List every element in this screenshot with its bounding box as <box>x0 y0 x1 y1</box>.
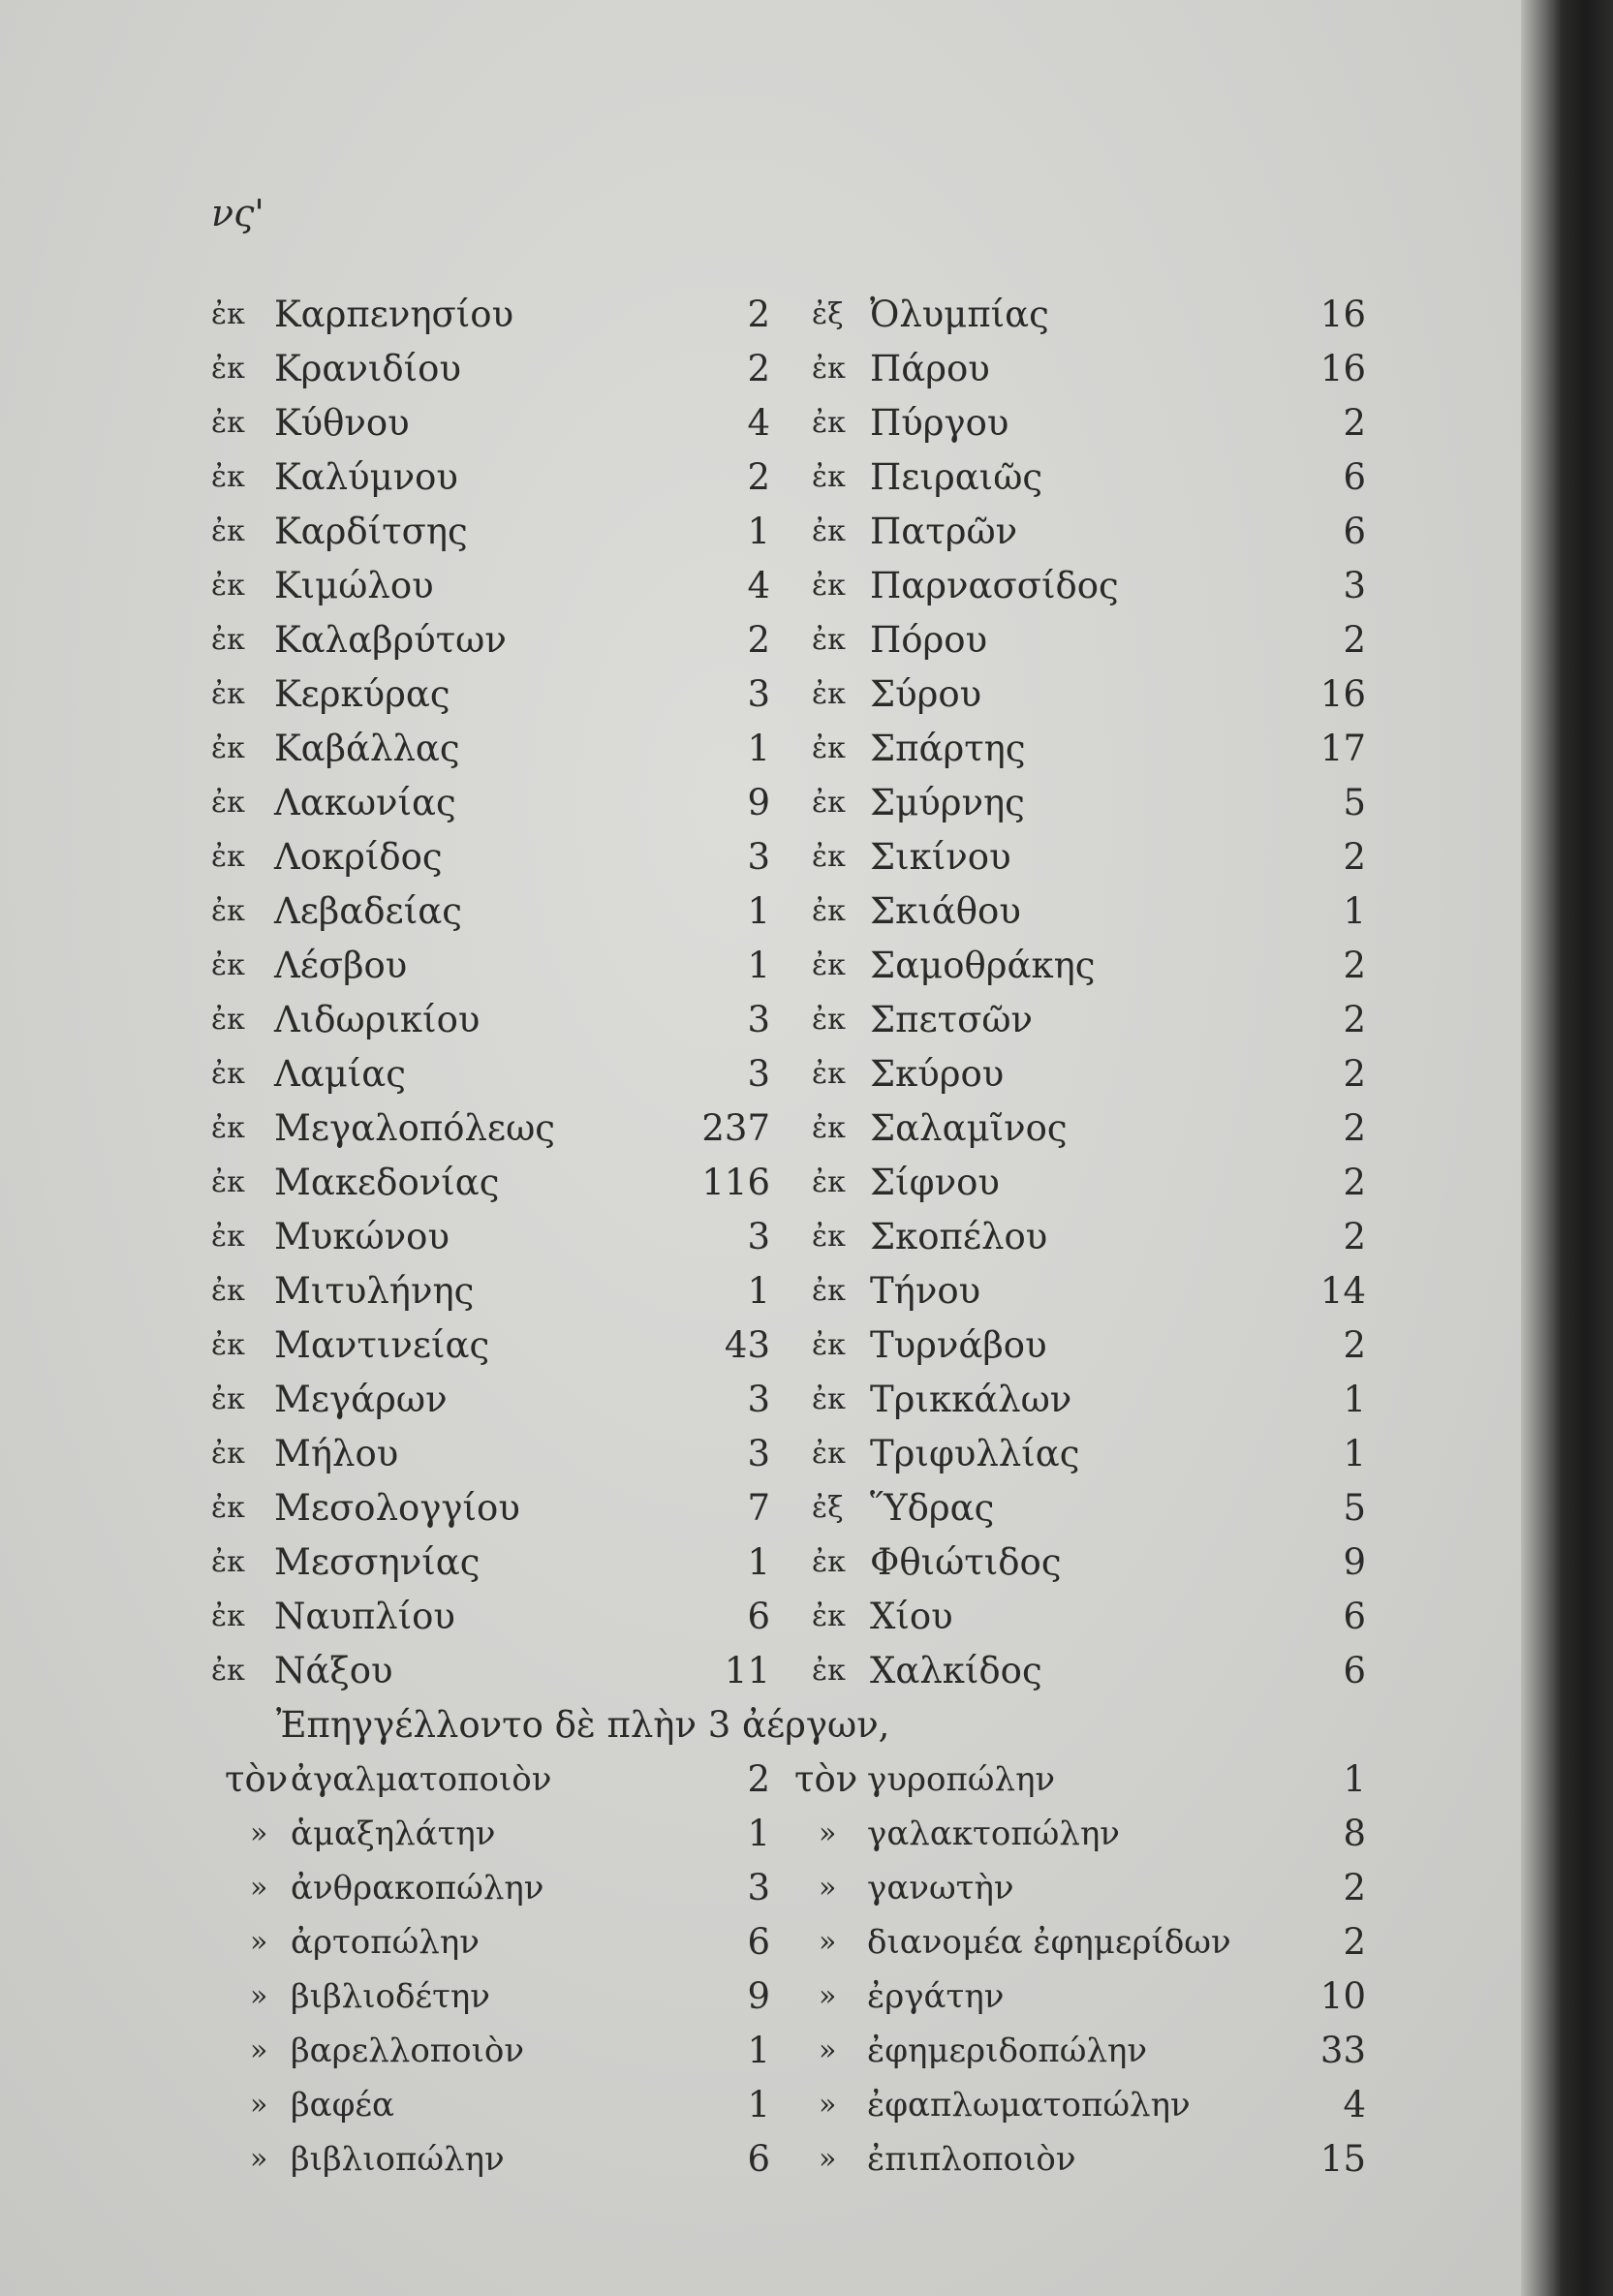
occupation-article: » <box>250 1816 268 1850</box>
occupation-row <box>0 1970 1453 2024</box>
origin-preposition: ἐκ <box>812 1599 846 1633</box>
origin-preposition: ἐκ <box>211 948 245 982</box>
origin-count: 6 <box>1343 1650 1366 1691</box>
origin-place-name: Κρανιδίου <box>274 348 461 389</box>
origin-preposition: ἐκ <box>211 460 245 494</box>
origin-place-name: Μακεδονίας <box>274 1162 500 1203</box>
occupation-name: ἐπιπλοποιὸν <box>867 2140 1076 2179</box>
occupation-count: 4 <box>1343 2084 1366 2125</box>
origin-place-name: Τρικκάλων <box>870 1379 1072 1420</box>
origin-preposition: ἐκ <box>211 1491 245 1525</box>
origin-count: 2 <box>1343 1324 1366 1366</box>
origin-place-name: Σκιάθου <box>870 890 1021 932</box>
occupation-article: » <box>819 2142 837 2176</box>
origin-count: 17 <box>1319 728 1366 769</box>
origin-count: 1 <box>1343 1379 1366 1420</box>
origin-place-name: Τριφυλλίας <box>870 1433 1080 1474</box>
occupation-article: » <box>250 1925 268 1959</box>
origin-preposition: ἐκ <box>211 1545 245 1579</box>
origin-place-name: Μαντινείας <box>274 1324 490 1366</box>
origin-preposition: ἐκ <box>812 840 846 874</box>
origin-preposition: ἐκ <box>211 1057 245 1091</box>
origin-count: 1 <box>747 945 770 986</box>
origin-count: 3 <box>747 836 770 878</box>
origin-count: 4 <box>747 402 770 444</box>
occupation-count: 1 <box>1343 1758 1366 1800</box>
origin-preposition: ἐκ <box>812 569 846 603</box>
origin-preposition: ἐκ <box>812 352 846 386</box>
origin-place-name: Μεσολογγίου <box>274 1487 520 1529</box>
origin-row <box>0 667 1453 722</box>
origin-count: 16 <box>1319 294 1366 335</box>
origin-count: 2 <box>747 456 770 498</box>
occupation-row <box>0 2132 1453 2187</box>
origin-place-name: Σαλαμῖνος <box>870 1107 1068 1149</box>
occupation-count: 33 <box>1319 2030 1366 2071</box>
origin-count: 16 <box>1319 673 1366 715</box>
origin-count: 116 <box>701 1162 770 1203</box>
origin-preposition: ἐκ <box>812 1437 846 1471</box>
occupation-article: » <box>250 2088 268 2122</box>
origin-place-name: Νάξου <box>274 1650 393 1691</box>
origin-count: 2 <box>1343 402 1366 444</box>
occupation-article: » <box>250 2033 268 2067</box>
origin-preposition: ἐκ <box>812 1328 846 1362</box>
occupation-name: ἀνθρακοπώλην <box>291 1869 544 1908</box>
origin-row <box>0 1536 1453 1590</box>
origin-place-name: Χαλκίδος <box>870 1650 1042 1691</box>
occupation-row <box>0 1915 1453 1970</box>
origin-preposition: ἐκ <box>812 1165 846 1199</box>
origin-preposition: ἐκ <box>211 406 245 440</box>
origin-preposition: ἐκ <box>812 786 846 820</box>
origin-preposition: ἐκ <box>211 1328 245 1362</box>
origin-place-name: Ναυπλίου <box>274 1596 455 1637</box>
origin-row <box>0 1156 1453 1210</box>
occupation-row <box>0 1753 1453 1807</box>
origin-count: 3 <box>1343 565 1366 606</box>
origin-row <box>0 884 1453 939</box>
origin-count: 1 <box>747 890 770 932</box>
occupation-name: γαλακτοπώλην <box>867 1815 1120 1853</box>
origin-preposition: ἐκ <box>211 1274 245 1308</box>
origin-count: 237 <box>701 1107 770 1149</box>
occupation-count: 9 <box>747 1975 770 2017</box>
occupation-article: » <box>819 1979 837 2013</box>
occupation-article: » <box>250 1979 268 2013</box>
occupation-count: 6 <box>747 2138 770 2180</box>
origin-place-name: Πόρου <box>870 619 988 661</box>
occupation-name: βιβλιοπώλην <box>291 2140 505 2179</box>
origin-count: 1 <box>747 728 770 769</box>
origin-row <box>0 450 1453 505</box>
origin-place-name: Λακωνίας <box>274 782 456 823</box>
occupation-article: » <box>819 1816 837 1850</box>
origin-preposition: ἐξ <box>812 297 844 331</box>
origin-place-name: Σίφνου <box>870 1162 1000 1203</box>
occupation-count: 15 <box>1319 2138 1366 2180</box>
origin-count: 2 <box>747 348 770 389</box>
origin-place-name: Πειραιῶς <box>870 456 1043 498</box>
origin-preposition: ἐκ <box>812 1220 846 1254</box>
occupation-article: » <box>819 1925 837 1959</box>
occupation-row <box>0 1807 1453 1861</box>
origin-place-name: Σύρου <box>870 673 982 715</box>
origin-row <box>0 1373 1453 1427</box>
origin-row <box>0 613 1453 667</box>
occupation-count: 2 <box>747 1758 770 1800</box>
origin-preposition: ἐκ <box>812 731 846 765</box>
origin-preposition: ἐκ <box>812 1274 846 1308</box>
origin-preposition: ἐκ <box>211 677 245 711</box>
origin-count: 6 <box>1343 456 1366 498</box>
origin-preposition: ἐκ <box>812 894 846 928</box>
origin-place-name: Σπάρτης <box>870 728 1026 769</box>
origin-place-name: Καλύμνου <box>274 456 458 498</box>
origin-preposition: ἐκ <box>211 1111 245 1145</box>
origin-count: 3 <box>747 1216 770 1257</box>
origin-preposition: ἐκ <box>812 460 846 494</box>
occupation-article: » <box>250 1871 268 1905</box>
origin-preposition: ἐκ <box>211 840 245 874</box>
origin-row <box>0 1481 1453 1536</box>
origin-count: 3 <box>747 1433 770 1474</box>
occupation-name: ἐφαπλωματοπώλην <box>867 2086 1191 2125</box>
occupation-row <box>0 1861 1453 1915</box>
origin-place-name: Πάρου <box>870 348 990 389</box>
occupation-name: διανομέα ἐφημερίδων <box>867 1923 1231 1962</box>
origin-place-name: Σκοπέλου <box>870 1216 1048 1257</box>
origin-place-name: Σπετσῶν <box>870 999 1034 1040</box>
origin-count: 4 <box>747 565 770 606</box>
origin-row <box>0 776 1453 830</box>
origin-preposition: ἐκ <box>812 1111 846 1145</box>
origin-place-name: Χίου <box>870 1596 953 1637</box>
origin-count: 43 <box>724 1324 770 1366</box>
origin-preposition: ἐκ <box>812 514 846 548</box>
occupation-name: γυροπώλην <box>867 1760 1056 1799</box>
origin-preposition: ἐκ <box>211 1654 245 1688</box>
origin-place-name: Μήλου <box>274 1433 399 1474</box>
origin-place-name: Λαμίας <box>274 1053 406 1095</box>
origin-preposition: ἐκ <box>211 1599 245 1633</box>
origin-count: 16 <box>1319 348 1366 389</box>
origin-place-name: Κιμώλου <box>274 565 434 606</box>
occupation-name: γανωτὴν <box>867 1869 1014 1908</box>
origin-count: 6 <box>747 1596 770 1637</box>
occupation-count: 3 <box>747 1867 770 1908</box>
origin-count: 2 <box>1343 1107 1366 1149</box>
origin-row <box>0 993 1453 1047</box>
origin-place-name: Πύργου <box>870 402 1009 444</box>
origin-row <box>0 1264 1453 1319</box>
origin-preposition: ἐκ <box>812 623 846 657</box>
origin-preposition: ἐκ <box>211 569 245 603</box>
occupation-count: 10 <box>1319 1975 1366 2017</box>
origin-row <box>0 396 1453 450</box>
origin-count: 2 <box>1343 999 1366 1040</box>
origin-count: 5 <box>1343 1487 1366 1529</box>
origin-place-name: Καρδίτσης <box>274 511 468 552</box>
origin-place-name: Φθιώτιδος <box>870 1541 1062 1583</box>
origin-count: 2 <box>1343 1053 1366 1095</box>
occupation-name: ἀγαλματοποιὸν <box>291 1760 552 1799</box>
origin-count: 2 <box>1343 836 1366 878</box>
origin-preposition: ἐκ <box>812 1057 846 1091</box>
origin-count: 2 <box>747 294 770 335</box>
origin-preposition: ἐκ <box>211 297 245 331</box>
origin-preposition: ἐκ <box>211 623 245 657</box>
occupation-count: 6 <box>747 1921 770 1963</box>
occupation-count: 1 <box>747 2084 770 2125</box>
origin-count: 2 <box>1343 619 1366 661</box>
origin-place-name: Πατρῶν <box>870 511 1018 552</box>
page-number: νς' <box>211 192 264 234</box>
origin-place-name: Ὀλυμπίας <box>870 294 1049 335</box>
occupation-name: βιβλιοδέτην <box>291 1977 490 2016</box>
origin-count: 1 <box>1343 1433 1366 1474</box>
origin-place-name: Σμύρνης <box>870 782 1025 823</box>
origin-count: 9 <box>1343 1541 1366 1583</box>
origin-row <box>0 1210 1453 1264</box>
origin-count: 1 <box>747 1541 770 1583</box>
origin-preposition: ἐξ <box>812 1491 844 1525</box>
origin-preposition: ἐκ <box>812 406 846 440</box>
origin-place-name: Μυκώνου <box>274 1216 450 1257</box>
origin-place-name: Λιδωρικίου <box>274 999 481 1040</box>
origin-count: 3 <box>747 673 770 715</box>
origin-count: 7 <box>747 1487 770 1529</box>
origin-row <box>0 505 1453 559</box>
origin-row <box>0 1644 1453 1698</box>
origin-place-name: Λεβαδείας <box>274 890 462 932</box>
origin-count: 1 <box>1343 890 1366 932</box>
occupation-count: 2 <box>1343 1921 1366 1963</box>
occupation-count: 1 <box>747 1813 770 1854</box>
origin-count: 2 <box>1343 1162 1366 1203</box>
origin-count: 14 <box>1319 1270 1366 1312</box>
origin-preposition: ἐκ <box>812 1003 846 1037</box>
origin-place-name: Καβάλλας <box>274 728 460 769</box>
occupation-article: τὸν <box>225 1758 289 1800</box>
occupation-count: 8 <box>1343 1813 1366 1854</box>
occupation-name: βαρελλοποιὸν <box>291 2032 525 2070</box>
origin-count: 6 <box>1343 511 1366 552</box>
origin-place-name: Μεγάρων <box>274 1379 448 1420</box>
origin-count: 6 <box>1343 1596 1366 1637</box>
occupation-name: ἐργάτην <box>867 1977 1005 2016</box>
occupation-row <box>0 2024 1453 2078</box>
origin-place-name: Τυρνάβου <box>870 1324 1047 1366</box>
origin-place-name: Σκύρου <box>870 1053 1005 1095</box>
origin-row <box>0 1101 1453 1156</box>
book-spine-shadow <box>1521 0 1613 2296</box>
origin-preposition: ἐκ <box>211 1003 245 1037</box>
origin-preposition: ἐκ <box>211 786 245 820</box>
origin-preposition: ἐκ <box>812 1382 846 1416</box>
origin-place-name: Παρνασσίδος <box>870 565 1119 606</box>
origin-preposition: ἐκ <box>812 1654 846 1688</box>
origin-preposition: ἐκ <box>812 1545 846 1579</box>
origin-preposition: ἐκ <box>211 894 245 928</box>
origin-preposition: ἐκ <box>211 1165 245 1199</box>
origin-place-name: Σικίνου <box>870 836 1011 878</box>
origin-place-name: Τήνου <box>870 1270 981 1312</box>
occupation-name: ἁμαξηλάτην <box>291 1815 496 1853</box>
origin-count: 3 <box>747 1053 770 1095</box>
origin-place-name: Καλαβρύτων <box>274 619 507 661</box>
occupation-article: » <box>819 2033 837 2067</box>
origin-row <box>0 939 1453 993</box>
origin-count: 5 <box>1343 782 1366 823</box>
origin-place-name: Καρπενησίου <box>274 294 514 335</box>
origin-row <box>0 559 1453 613</box>
origin-place-name: Κύθνου <box>274 402 410 444</box>
origin-preposition: ἐκ <box>211 1382 245 1416</box>
origin-count: 1 <box>747 1270 770 1312</box>
origin-row <box>0 830 1453 884</box>
origin-row <box>0 1427 1453 1481</box>
occupations-intro: Ἐπηγγέλλοντο δὲ πλὴν 3 ἀέργων, <box>276 1704 890 1746</box>
origin-row <box>0 1319 1453 1373</box>
origin-count: 2 <box>747 619 770 661</box>
origin-count: 2 <box>1343 945 1366 986</box>
origin-place-name: Μεγαλοπόλεως <box>274 1107 555 1149</box>
origin-preposition: ἐκ <box>211 514 245 548</box>
origin-preposition: ἐκ <box>812 948 846 982</box>
origin-preposition: ἐκ <box>211 731 245 765</box>
origin-count: 1 <box>747 511 770 552</box>
origin-preposition: ἐκ <box>211 1220 245 1254</box>
origin-place-name: Ὕδρας <box>870 1487 995 1529</box>
occupation-article: » <box>819 1871 837 1905</box>
occupation-count: 1 <box>747 2030 770 2071</box>
occupation-article: » <box>250 2142 268 2176</box>
origin-place-name: Λοκρίδος <box>274 836 443 878</box>
origin-place-name: Σαμοθράκης <box>870 945 1096 986</box>
origin-row <box>0 1047 1453 1101</box>
origin-place-name: Κερκύρας <box>274 673 450 715</box>
origin-preposition: ἐκ <box>211 1437 245 1471</box>
occupation-article: » <box>819 2088 837 2122</box>
origin-place-name: Μιτυλήνης <box>274 1270 475 1312</box>
origin-preposition: ἐκ <box>211 352 245 386</box>
origin-row <box>0 1590 1453 1644</box>
origin-row <box>0 288 1453 342</box>
origin-count: 2 <box>1343 1216 1366 1257</box>
origin-place-name: Λέσβου <box>274 945 408 986</box>
origin-count: 9 <box>747 782 770 823</box>
occupation-name: βαφέα <box>291 2086 394 2125</box>
origin-count: 11 <box>724 1650 770 1691</box>
origin-preposition: ἐκ <box>812 677 846 711</box>
occupation-name: ἐφημεριδοπώλην <box>867 2032 1148 2070</box>
origin-row <box>0 342 1453 396</box>
origin-count: 3 <box>747 1379 770 1420</box>
occupation-row <box>0 2078 1453 2132</box>
origin-place-name: Μεσσηνίας <box>274 1541 481 1583</box>
origin-count: 3 <box>747 999 770 1040</box>
origin-row <box>0 722 1453 776</box>
occupation-article: τὸν <box>794 1758 858 1800</box>
occupation-name: ἀρτοπώλην <box>291 1923 480 1962</box>
occupation-count: 2 <box>1343 1867 1366 1908</box>
